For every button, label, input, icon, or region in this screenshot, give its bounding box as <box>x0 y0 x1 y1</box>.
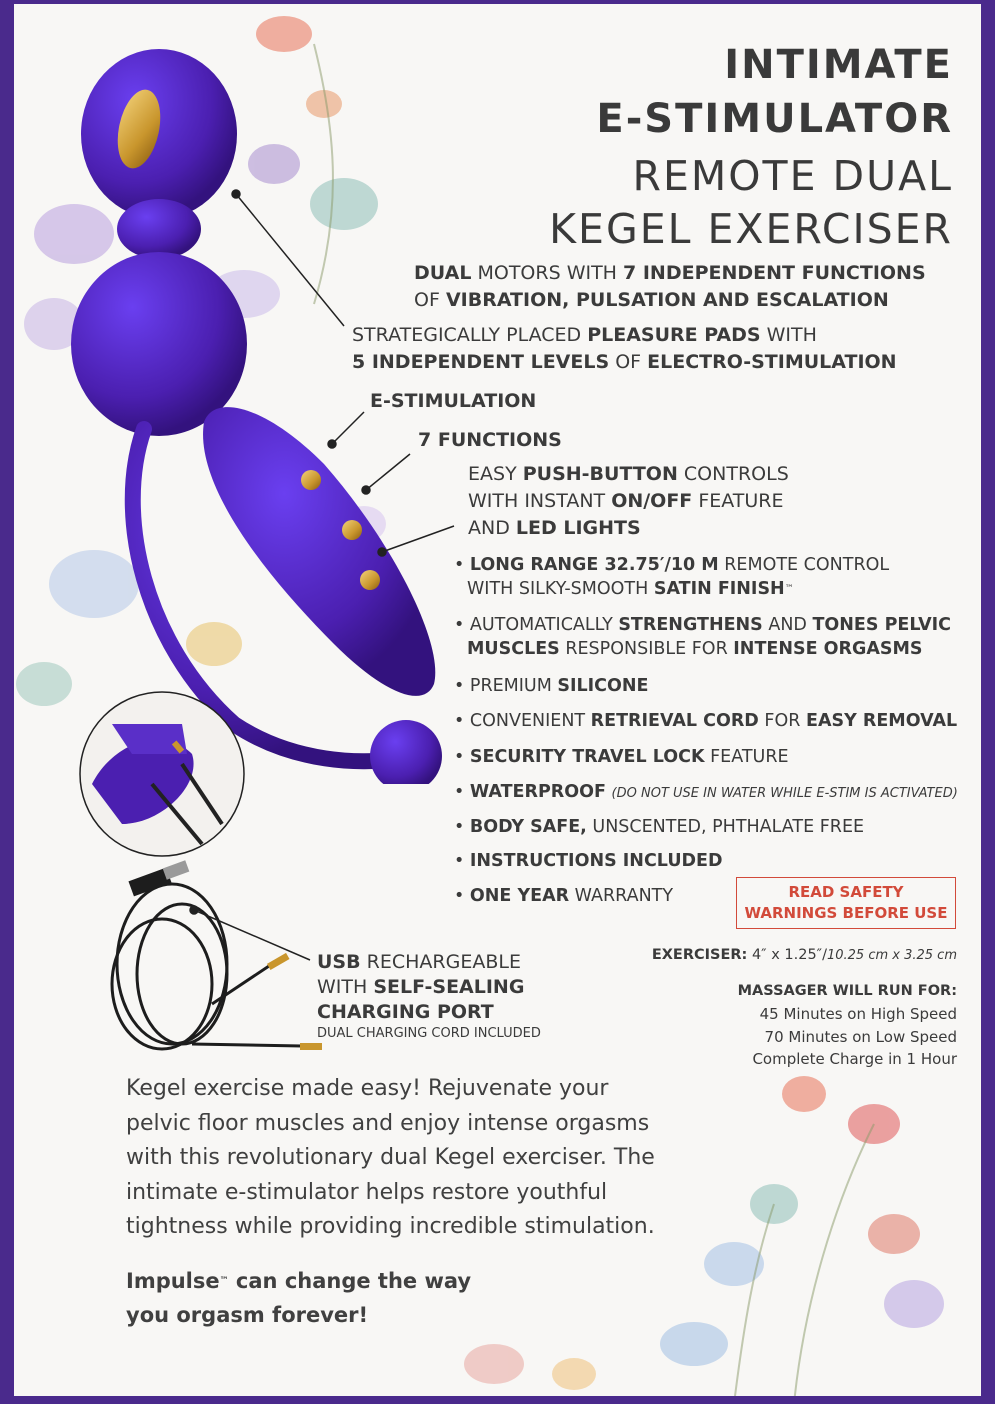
feature-e-stimulation: E-STIMULATION <box>370 390 537 412</box>
package-back <box>14 4 981 1396</box>
warning-line-1: READ SAFETY <box>788 883 904 901</box>
bullet-muscles: • AUTOMATICALLY STRENGTHENS AND TONES PELVIC MUSCLES RESPONSIBLE FOR INTENSE ORGASMS <box>454 613 951 661</box>
bullet-remote: • LONG RANGE 32.75′/10 M REMOTE CONTROL WITH SILKY-SMOOTH SATIN FINISH™ <box>454 553 889 601</box>
bullet-body-safe: • BODY SAFE, UNSCENTED, PHTHALATE FREE <box>454 815 864 839</box>
spec-run-label: MASSAGER WILL RUN FOR: <box>737 983 957 999</box>
spec-charge-time: Complete Charge in 1 Hour <box>752 1050 957 1068</box>
bullet-silicone: • PREMIUM SILICONE <box>454 674 649 698</box>
bullet-waterproof: • WATERPROOF (DO NOT USE IN WATER WHILE E-STIM IS ACTIVATED) <box>454 780 958 806</box>
usb-rechargeable: USB RECHARGEABLE WITH SELF-SEALING CHARGING PORT DUAL CHARGING CORD INCLUDED <box>317 951 541 1041</box>
title-line-4: KEGEL EXERCISER <box>549 205 953 253</box>
product-description: Kegel exercise made easy! Rejuvenate your pelvic floor muscles and enjoy intense orgasms with this revolutionary dual Kegel exerciser. The intimate e-stimulator helps restore youthful tightness while providing incredible stimulation. <box>126 1076 655 1239</box>
bullet-warranty: • ONE YEAR WARRANTY <box>454 884 673 908</box>
title-line-3: REMOTE DUAL <box>632 152 953 200</box>
bullet-retrieval-cord: • CONVENIENT RETRIEVAL CORD FOR EASY REMOVAL <box>454 709 957 733</box>
title-line-1: INTIMATE <box>724 42 953 88</box>
usb-cord-note: DUAL CHARGING CORD INCLUDED <box>317 1026 541 1041</box>
bullet-instructions: • INSTRUCTIONS INCLUDED <box>454 849 723 873</box>
title-line-2: E-STIMULATOR <box>596 96 953 142</box>
bullet-travel-lock: • SECURITY TRAVEL LOCK FEATURE <box>454 745 789 769</box>
warning-line-2: WARNINGS BEFORE USE <box>744 904 948 922</box>
feature-controls: EASY PUSH-BUTTON CONTROLS WITH INSTANT ON/OFF FEATURE AND LED LIGHTS <box>468 463 789 539</box>
safety-warning-box <box>736 877 956 929</box>
feature-pleasure-pads: STRATEGICALLY PLACED PLEASURE PADS WITH 5 INDEPENDENT LEVELS OF ELECTRO-STIMULATION <box>352 324 897 373</box>
spec-dimensions: EXERCISER: 4″ x 1.25″/10.25 cm x 3.25 cm <box>651 947 957 963</box>
spec-run-high: 45 Minutes on High Speed <box>759 1005 957 1023</box>
feature-dual-motors: DUAL MOTORS WITH 7 INDEPENDENT FUNCTIONS OF VIBRATION, PULSATION AND ESCALATION <box>414 262 926 311</box>
spec-run-low: 70 Minutes on Low Speed <box>764 1028 957 1046</box>
tagline: Impulse™ can change the way you orgasm forever! <box>126 1269 472 1327</box>
feature-7-functions: 7 FUNCTIONS <box>418 429 562 451</box>
